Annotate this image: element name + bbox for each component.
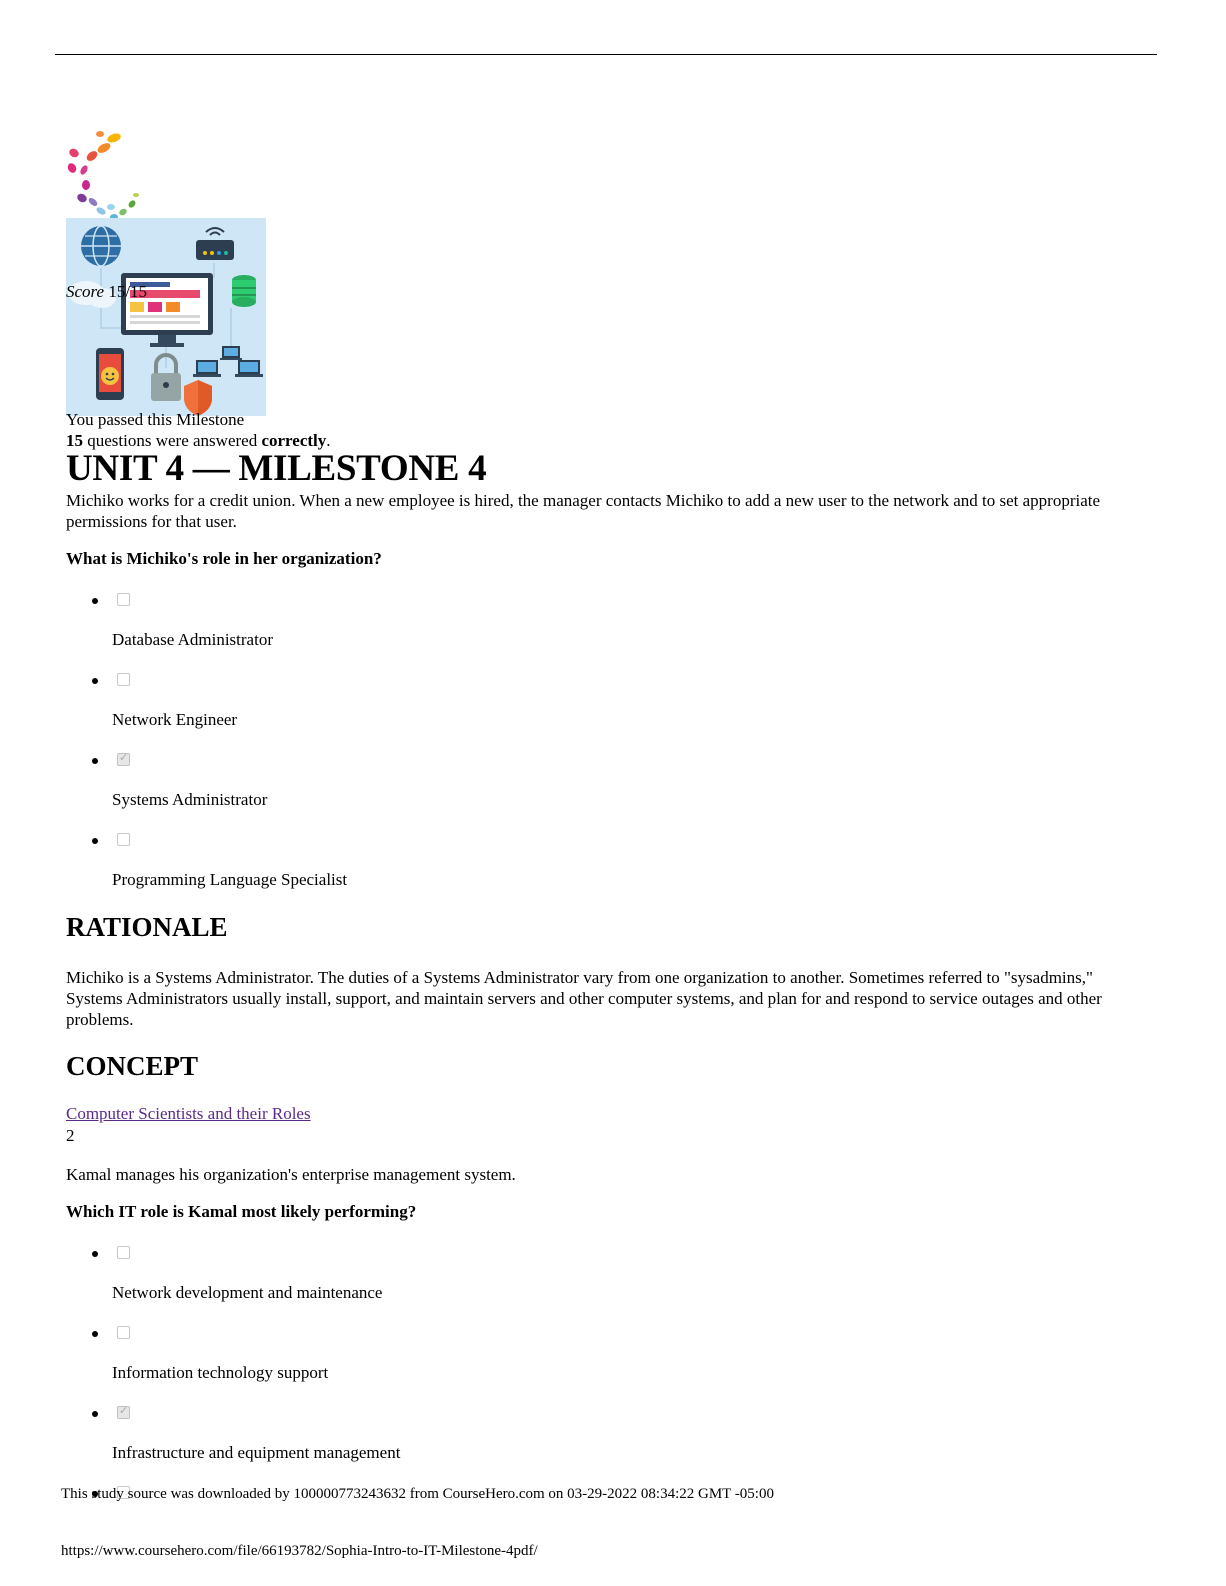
- option-1-checkbox[interactable]: [117, 593, 130, 606]
- question-2-number: 2: [66, 1126, 75, 1145]
- globe-icon: [81, 226, 121, 266]
- database-icon: [232, 275, 256, 307]
- concept-link[interactable]: Computer Scientists and their Roles: [66, 1104, 311, 1123]
- top-rule: [55, 54, 1157, 55]
- option-1-label: Database Administrator: [112, 630, 273, 649]
- rationale-heading: RATIONALE: [66, 912, 228, 942]
- question-1-text: What is Michiko's role in her organization?: [66, 549, 382, 568]
- correct-end-text: .: [326, 431, 331, 450]
- list-bullet: [92, 678, 98, 684]
- page-title: UNIT 4 — MILESTONE 4: [66, 448, 487, 489]
- list-bullet: [92, 1411, 98, 1417]
- score-value: 15/15: [108, 282, 148, 301]
- passed-message: You passed this Milestone: [66, 410, 245, 429]
- question-2-text: Which IT role is Kamal most likely performing?: [66, 1202, 417, 1221]
- download-notice: This study source was downloaded by 100000773243632 from CourseHero.com on 03-29-2022 08:34:22 GMT -05:00: [61, 1486, 774, 1502]
- q2-option-1-label: Network development and maintenance: [112, 1283, 383, 1302]
- score-readout: [66, 282, 147, 302]
- list-bullet: [92, 758, 98, 764]
- correct-word: correctly: [261, 431, 327, 450]
- q2-option-3-label: Infrastructure and equipment management: [112, 1443, 401, 1462]
- score-label: Score: [66, 282, 105, 301]
- option-3-label: Systems Administrator: [112, 790, 268, 809]
- hero-illustration: [66, 218, 266, 416]
- laptop-icon: [193, 346, 263, 377]
- correct-count: 15: [66, 431, 83, 450]
- smartphone-icon: [96, 348, 124, 400]
- q2-option-3-checkbox[interactable]: [117, 1406, 130, 1419]
- source-url: https://www.coursehero.com/file/66193782/Sophia-Intro-to-IT-Milestone-4pdf/: [61, 1543, 538, 1559]
- q2-option-2-label: Information technology support: [112, 1363, 329, 1382]
- rationale-text: Michiko is a Systems Administrator. The duties of a Systems Administrator vary from one organization to another. Sometimes referred to "sysadmins," Systems Administrators usually install, support, and maintain servers and other computer systems, and plan for and respond to service outages and other problems.: [66, 968, 1102, 1029]
- flower-logo-icon: [62, 128, 144, 220]
- question-1-prompt: Michiko works for a credit union. When a new employee is hired, the manager contacts Michiko to add a new user to the network and to set appropriate permissions for that user.: [66, 491, 1101, 531]
- list-bullet: [92, 1331, 98, 1337]
- option-4-label: Programming Language Specialist: [112, 870, 348, 889]
- list-bullet: [92, 838, 98, 844]
- list-bullet: [92, 598, 98, 604]
- correct-mid-text: questions were answered: [83, 431, 262, 450]
- router-icon: [196, 228, 234, 260]
- concept-heading: CONCEPT: [66, 1051, 199, 1081]
- q2-option-1-checkbox[interactable]: [117, 1246, 130, 1259]
- option-3-checkbox[interactable]: [117, 753, 130, 766]
- q2-option-2-checkbox[interactable]: [117, 1326, 130, 1339]
- list-bullet: [92, 1251, 98, 1257]
- question-2-prompt: Kamal manages his organization's enterprise management system.: [66, 1165, 516, 1184]
- option-4-checkbox[interactable]: [117, 833, 130, 846]
- option-2-label: Network Engineer: [112, 710, 238, 729]
- option-2-checkbox[interactable]: [117, 673, 130, 686]
